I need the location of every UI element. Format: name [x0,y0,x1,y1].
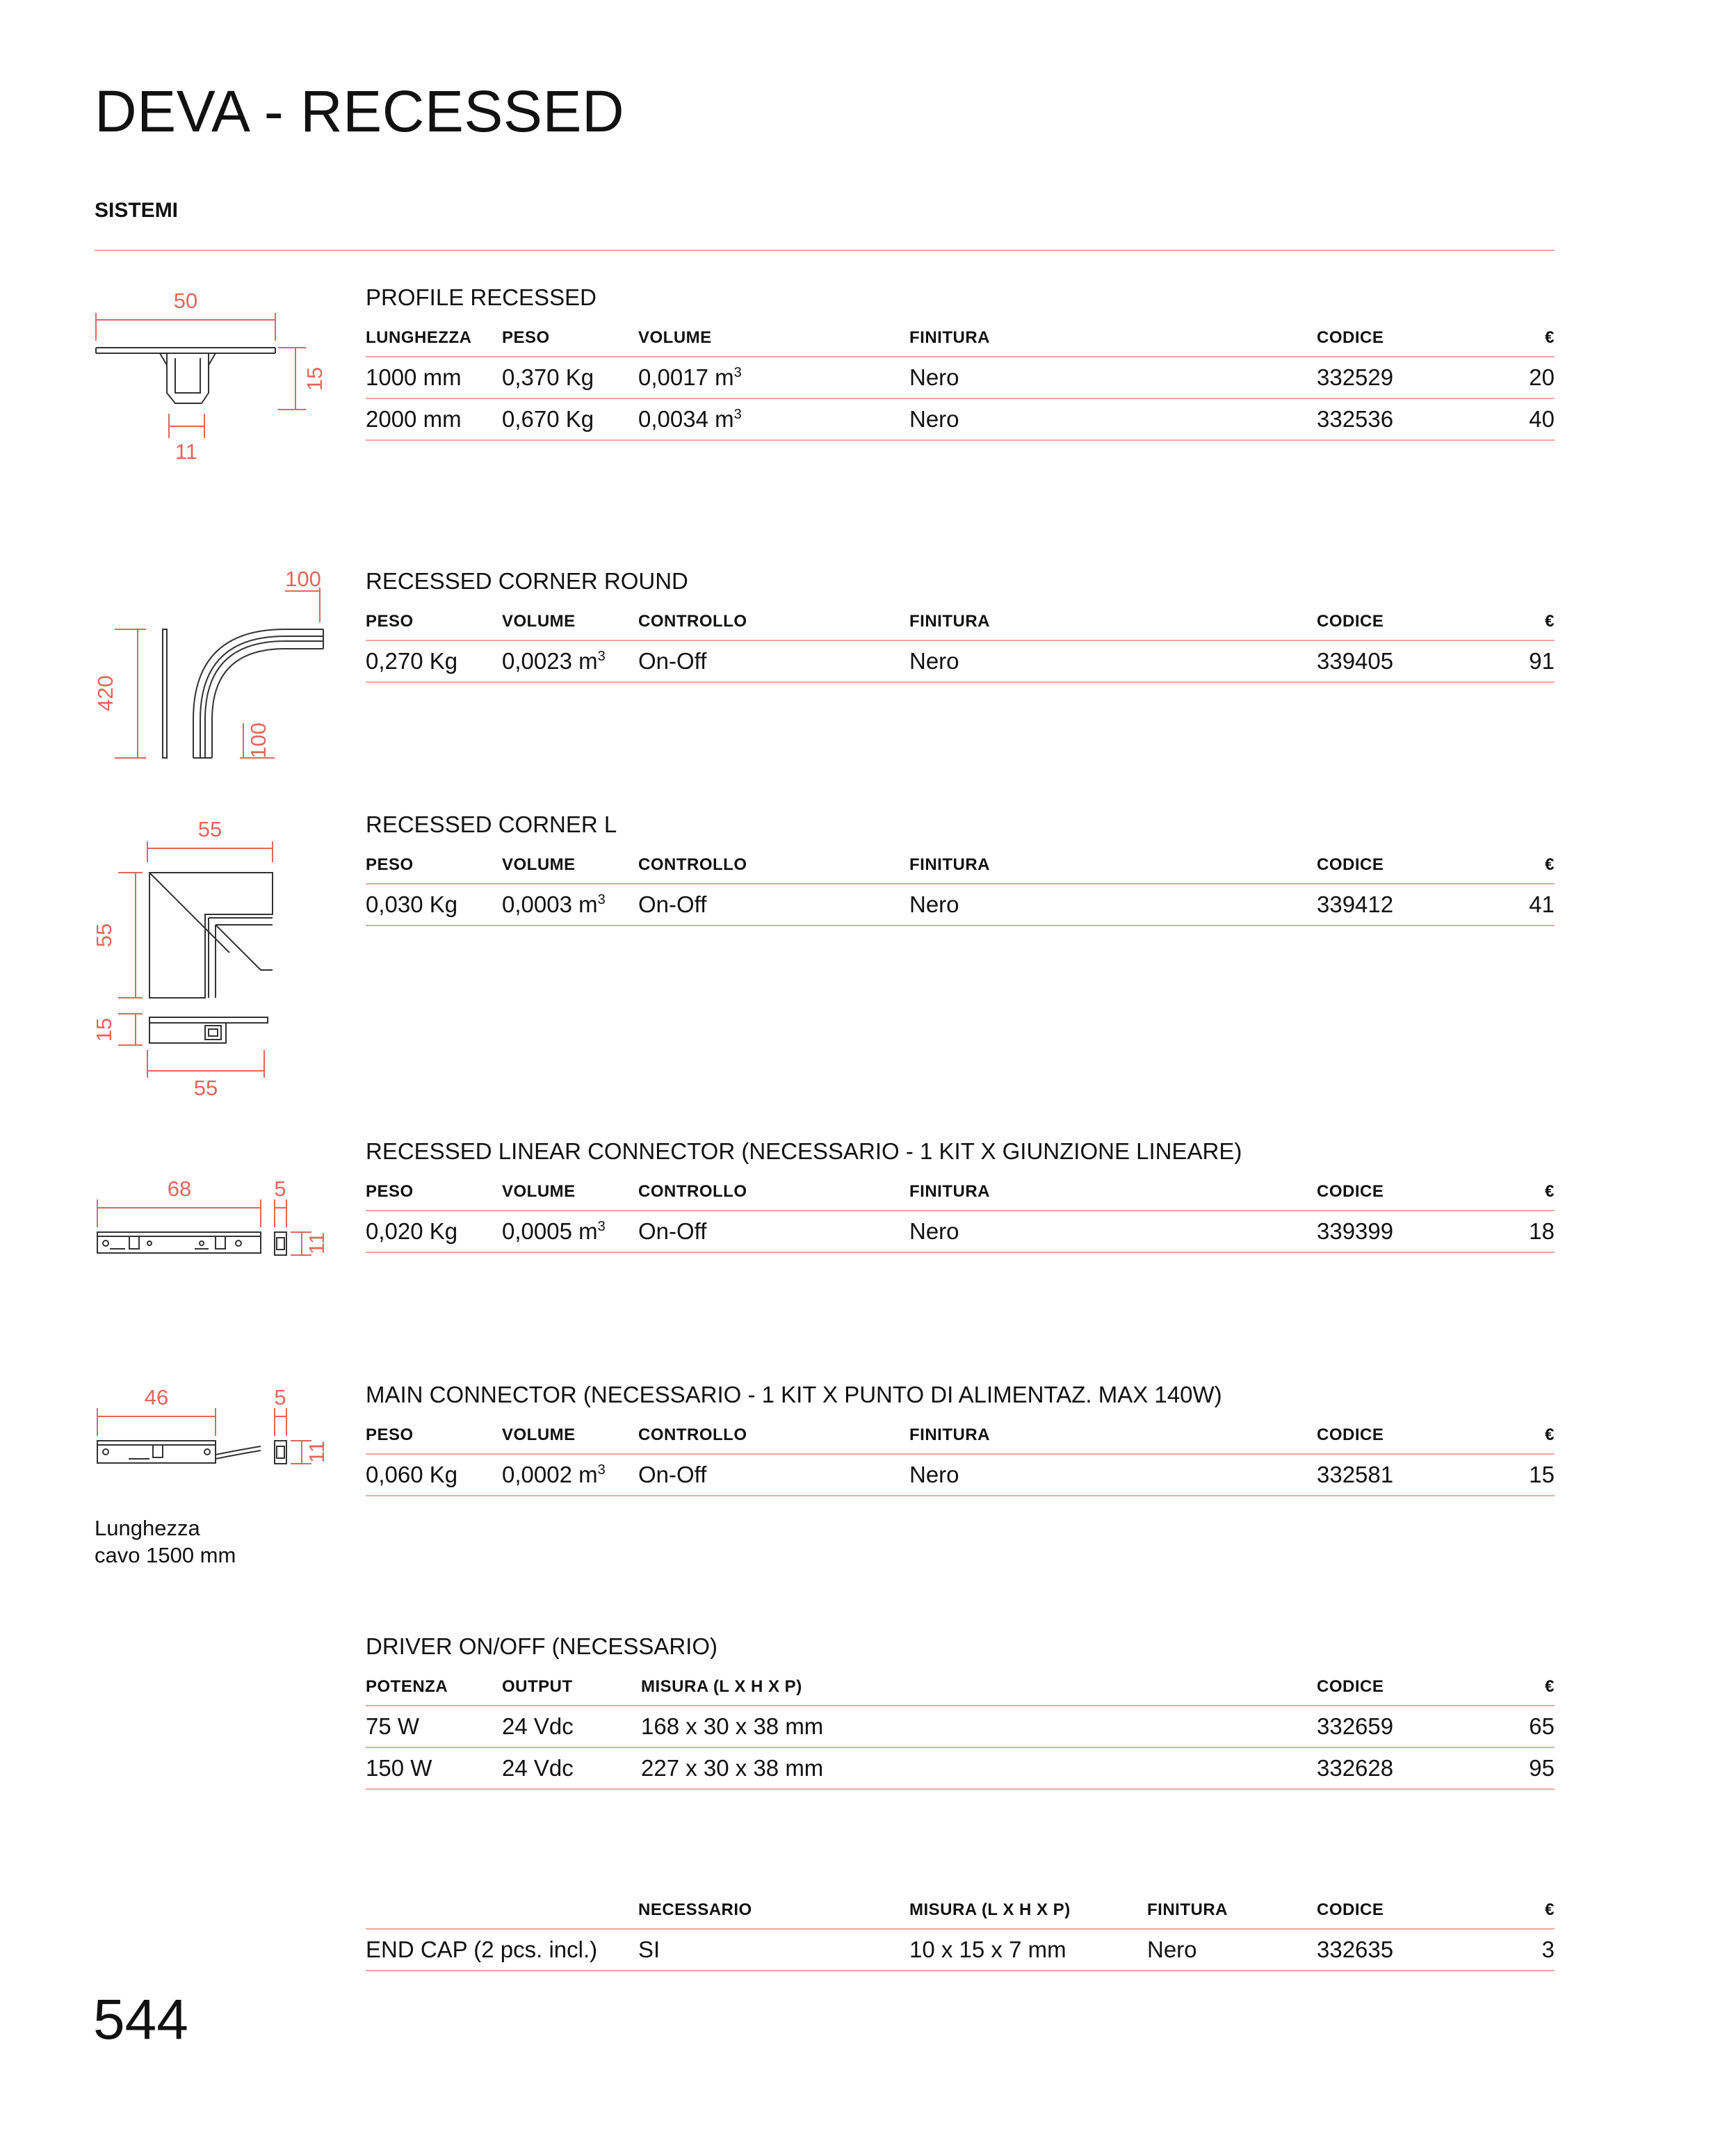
cell-codice: 339399 [1317,1211,1491,1252]
column-header: CONTROLLO [638,604,909,640]
cell-finitura: Nero [909,357,1317,398]
main-connector-diagram [90,1377,341,1481]
cell-volume: 0,0002 $m^3$ [502,1454,638,1496]
column-header: CODICE [1317,320,1491,357]
column-header: CONTROLLO [638,1174,909,1211]
column-header: VOLUME [502,847,638,884]
driver-table [366,1669,1555,1790]
corner-round-dim-side: 420 [93,675,117,711]
table-row [366,1747,1555,1789]
table-row [366,640,1555,682]
cell-necessario: SI [638,1929,909,1971]
cell-misura: 227 x 30 x 38 mm [641,1747,1317,1789]
cell-controllo: On-Off [638,1454,909,1496]
column-header: € [1491,1417,1555,1454]
column-header: VOLUME [502,1417,638,1454]
driver-section [366,1630,1555,1790]
cell-codice: 332529 [1317,357,1491,398]
column-header: VOLUME [502,1174,638,1211]
column-header: € [1491,847,1555,884]
end-cap-table [366,1892,1555,1971]
corner-l-dim-top: 55 [197,817,222,841]
cell-misura: 10 x 15 x 7 mm [909,1929,1147,1971]
cell-prezzo: 20 [1491,357,1555,398]
column-header: PESO [366,1174,502,1211]
corner-l-dim-bottom: 55 [193,1076,218,1100]
note-line: cavo 1500 mm [95,1543,236,1567]
column-header: CODICE [1317,604,1491,640]
cell-volume: 0,0023 $m^3$ [502,640,638,682]
cell-finitura: Nero [909,1454,1317,1496]
header-divider [95,250,1555,251]
section-heading: SISTEMI [95,199,179,222]
column-header: MISURA (L X H X P) [641,1669,1317,1706]
column-header: CODICE [1317,1417,1491,1454]
main-connector-section [366,1378,1555,1496]
cell-controllo: On-Off [638,640,909,682]
cell-codice: 332536 [1317,398,1491,440]
column-header: € [1491,604,1555,640]
column-header: € [1491,1174,1555,1211]
corner-round-dim-bottom: 100 [246,722,270,759]
table-row [366,398,1555,440]
linear-dim-depth: 5 [274,1177,286,1201]
section-title: MAIN CONNECTOR (NECESSARIO - 1 KIT X PUNTO DI ALIMENTAZ. MAX 140W) [366,1382,1222,1407]
corner-l-section [366,808,1555,926]
cell-misura: 168 x 30 x 38 mm [641,1706,1317,1747]
cell-peso: 0,020 Kg [366,1211,502,1252]
column-header: CONTROLLO [638,1417,909,1454]
cell-controllo: On-Off [638,1211,909,1252]
cell-prezzo: 41 [1491,884,1555,926]
table-row [366,1454,1555,1496]
cell-prezzo: 15 [1491,1454,1555,1496]
table-row [366,357,1555,398]
column-header: POTENZA [366,1669,502,1706]
page-number: 544 [93,1988,188,2051]
profile-diagram [90,282,341,473]
cell-finitura: Nero [909,884,1317,926]
profile-section [366,281,1555,441]
cell-prezzo: 91 [1491,640,1555,682]
column-header: PESO [366,1417,502,1454]
cell-peso: 0,670 Kg [502,398,638,440]
column-header: € [1491,320,1555,357]
table-row [366,1706,1555,1747]
column-header: CODICE [1317,847,1491,884]
cell-volume: 0,0017 $m^3$ [638,357,909,398]
cell-peso: 0,270 Kg [366,640,502,682]
cable-length-note [95,1514,236,1569]
column-header: VOLUME [638,320,909,357]
table-row [366,884,1555,926]
column-header: CODICE [1317,1669,1491,1706]
column-header: PESO [366,604,502,640]
cell-output: 24 Vdc [502,1706,641,1747]
cell-volume: 0,0003 $m^3$ [502,884,638,926]
profile-dim-slot: 11 [175,439,198,464]
cell-finitura: Nero [909,640,1317,682]
column-header: FINITURA [909,604,1317,640]
cell-codice: 332581 [1317,1454,1491,1496]
section-title: RECESSED CORNER ROUND [366,568,688,594]
linear-connector-section [366,1135,1555,1253]
column-header: OUTPUT [502,1669,641,1706]
linear-connector-diagram [90,1168,341,1269]
cell-codice: 339412 [1317,884,1491,926]
cell-finitura: Nero [909,1211,1317,1252]
cell-lunghezza: 1000 mm [366,357,502,398]
cell-prezzo: 95 [1491,1747,1555,1789]
page-title: DEVA - RECESSED [95,79,625,144]
main-dim-depth: 5 [274,1385,286,1409]
column-header: CONTROLLO [638,847,909,884]
cell-codice: 332659 [1317,1706,1491,1747]
column-header: FINITURA [909,1417,1317,1454]
profile-dim-width: 50 [173,289,198,313]
cell-controllo: On-Off [638,884,909,926]
linear-dim-length: 68 [167,1177,192,1201]
corner-l-dim-side: 55 [92,923,116,948]
column-header: LUNGHEZZA [366,320,502,357]
cell-peso: 0,060 Kg [366,1454,502,1496]
cell-peso: 0,030 Kg [366,884,502,926]
corner-round-table [366,604,1555,683]
cell-prezzo: 65 [1491,1706,1555,1747]
column-header: CODICE [1317,1174,1491,1211]
column-header: NECESSARIO [638,1892,909,1929]
profile-dim-height: 15 [302,366,327,391]
column-header: PESO [366,847,502,884]
end-cap-section [366,1892,1555,1971]
cell-codice: 339405 [1317,640,1491,682]
cell-codice: 332635 [1317,1929,1491,1971]
section-title: RECESSED LINEAR CONNECTOR (NECESSARIO - 1 KIT X GIUNZIONE LINEARE) [366,1138,1242,1164]
column-header: € [1491,1669,1555,1706]
cell-nome: END CAP (2 pcs. incl.) [366,1929,638,1971]
main-dim-length: 46 [144,1385,169,1409]
column-header: FINITURA [909,1174,1317,1211]
column-header: € [1491,1892,1555,1929]
column-header: VOLUME [502,604,638,640]
table-row [366,1929,1555,1971]
cell-prezzo: 40 [1491,398,1555,440]
main-dim-height: 11 [305,1440,329,1464]
table-row [366,1211,1555,1252]
cell-volume: 0,0034 $m^3$ [638,398,909,440]
column-header [366,1892,638,1929]
cell-potenza: 75 W [366,1706,502,1747]
cell-lunghezza: 2000 mm [366,398,502,440]
corner-l-diagram [83,810,292,1109]
corner-round-dim-top: 100 [285,567,321,591]
linear-connector-table [366,1174,1555,1253]
corner-round-diagram [76,560,341,768]
linear-dim-height: 11 [305,1231,329,1255]
section-title: DRIVER ON/OFF (NECESSARIO) [366,1633,718,1659]
section-title: RECESSED CORNER L [366,811,617,837]
column-header: CODICE [1317,1892,1491,1929]
cell-peso: 0,370 Kg [502,357,638,398]
column-header: FINITURA [909,847,1317,884]
main-connector-table [366,1417,1555,1496]
corner-l-table [366,847,1555,926]
column-header: MISURA (L X H X P) [909,1892,1147,1929]
corner-l-dim-height: 15 [92,1017,116,1042]
cell-finitura: Nero [1147,1929,1317,1971]
cell-codice: 332628 [1317,1747,1491,1789]
cell-potenza: 150 W [366,1747,502,1789]
note-line: Lunghezza [95,1516,200,1540]
column-header: FINITURA [1147,1892,1317,1929]
cell-volume: 0,0005 $m^3$ [502,1211,638,1252]
cell-prezzo: 18 [1491,1211,1555,1252]
column-header: FINITURA [909,320,1317,357]
cell-finitura: Nero [909,398,1317,440]
cell-prezzo: 3 [1491,1929,1555,1971]
column-header: PESO [502,320,638,357]
section-title: PROFILE RECESSED [366,284,597,310]
profile-table [366,320,1555,441]
corner-round-section [366,565,1555,683]
cell-output: 24 Vdc [502,1747,641,1789]
